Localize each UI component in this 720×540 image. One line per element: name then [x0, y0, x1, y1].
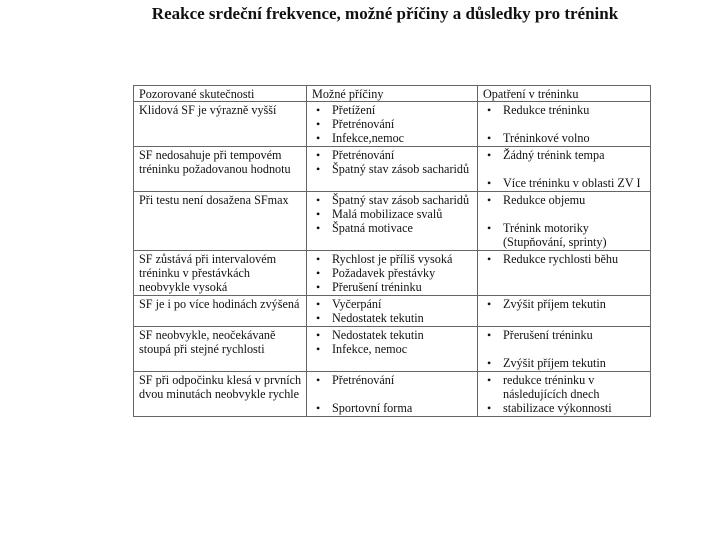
table-row — [134, 102, 651, 147]
list-item: • Nedostatek tekutin — [312, 328, 473, 342]
measures-cell — [478, 192, 651, 251]
measures-cell — [478, 102, 651, 147]
list-item: • Tréninkové volno — [483, 131, 646, 145]
causes-cell — [307, 147, 478, 192]
causes-cell — [307, 372, 478, 417]
list-item: • Přerušení tréninku — [312, 280, 473, 294]
causes-cell — [307, 327, 478, 372]
list-item: • Přetrénování — [312, 148, 473, 162]
observation-cell: SF neobvykle, neočekávaně stoupá při stejné rychlosti — [134, 327, 307, 372]
page-title: Reakce srdeční frekvence, možné příčiny a důsledky pro trénink — [151, 4, 619, 23]
list-item: • Přerušení tréninku — [483, 328, 646, 342]
causes-cell — [307, 251, 478, 296]
measures-cell — [478, 147, 651, 192]
list-item: • Špatný stav zásob sacharidů — [312, 162, 473, 176]
observation-cell: SF zůstává při intervalovém tréninku v přestávkách neobvykle vysoká — [134, 251, 307, 296]
header-observation: Pozorované skutečnosti — [134, 86, 307, 102]
list-item: • Rychlost je příliš vysoká — [312, 252, 473, 266]
list-item: • Přetrénování — [312, 373, 473, 387]
list-item: • Požadavek přestávky — [312, 266, 473, 280]
list-item: • Vyčerpání — [312, 297, 473, 311]
list-item: • Trénink motoriky (Stupňování, sprinty) — [483, 221, 646, 249]
observation-cell: SF je i po více hodinách zvýšená — [134, 296, 307, 327]
list-item: • Špatný stav zásob sacharidů — [312, 193, 473, 207]
measures-cell — [478, 327, 651, 372]
measures-cell — [478, 372, 651, 417]
list-item: • Infekce, nemoc — [312, 342, 473, 356]
table-header-row — [134, 86, 651, 102]
observation-cell: Při testu není dosažena SFmax — [134, 192, 307, 251]
header-measures: Opatření v tréninku — [478, 86, 651, 102]
observation-cell: SF při odpočinku klesá v prvních dvou minutách neobvykle rychle — [134, 372, 307, 417]
table-row — [134, 296, 651, 327]
header-causes: Možné příčiny — [307, 86, 478, 102]
list-item: • Redukce rychlosti běhu — [483, 252, 646, 266]
causes-cell — [307, 102, 478, 147]
list-item: • Nedostatek tekutin — [312, 311, 473, 325]
table-row — [134, 192, 651, 251]
list-item: • Přetížení — [312, 103, 473, 117]
table-row — [134, 147, 651, 192]
table-row — [134, 372, 651, 417]
measures-cell — [478, 251, 651, 296]
list-item: • Zvýšit příjem tekutin — [483, 297, 646, 311]
list-item: • Špatná motivace — [312, 221, 473, 235]
measures-cell — [478, 296, 651, 327]
observation-cell: Klidová SF je výrazně vyšší — [134, 102, 307, 147]
list-item: • Malá mobilizace svalů — [312, 207, 473, 221]
list-item: • Infekce,nemoc — [312, 131, 473, 145]
list-item: • Redukce tréninku — [483, 103, 646, 117]
list-item: • Zvýšit příjem tekutin — [483, 356, 646, 370]
list-item: • redukce tréninku v následujících dnech — [483, 373, 646, 401]
list-item: • Sportovní forma — [312, 401, 473, 415]
list-item: • Více tréninku v oblasti ZV I — [483, 176, 646, 190]
list-item: • Redukce objemu — [483, 193, 646, 207]
list-item: • stabilizace výkonnosti — [483, 401, 646, 415]
causes-cell — [307, 296, 478, 327]
table-row — [134, 251, 651, 296]
table-row — [134, 327, 651, 372]
list-item: • Přetrénování — [312, 117, 473, 131]
heart-rate-table — [133, 85, 651, 417]
observation-cell: SF nedosahuje při tempovém tréninku požadovanou hodnotu — [134, 147, 307, 192]
list-item: • Žádný trénink tempa — [483, 148, 646, 162]
causes-cell — [307, 192, 478, 251]
